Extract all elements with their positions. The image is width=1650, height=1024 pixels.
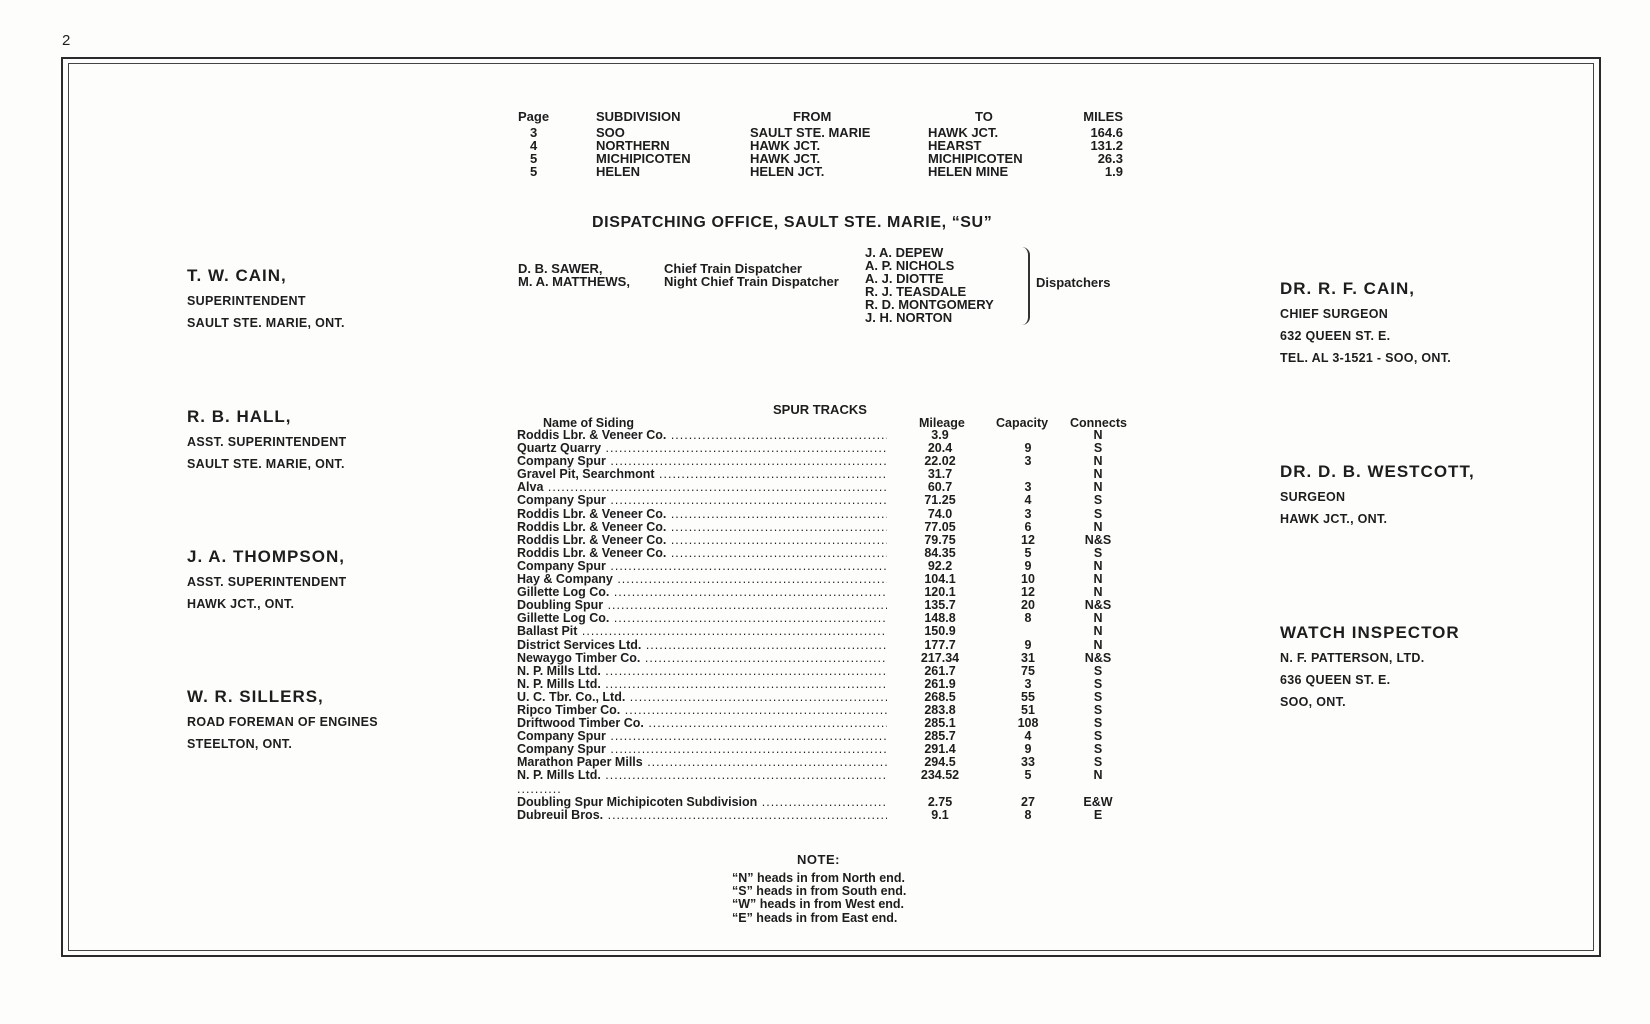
spur-row	[517, 494, 1117, 507]
officer-line: 636 QUEEN ST. E.	[1280, 673, 1391, 687]
siding-capacity: 33	[1021, 755, 1035, 770]
siding-capacity: 9	[1024, 558, 1032, 573]
siding-mileage: 150.9	[924, 624, 956, 639]
siding-name: Marathon Paper Mills .....	[517, 756, 887, 769]
officer-name: DR. R. F. CAIN,	[1280, 279, 1415, 298]
siding-name: Doubling Spur Michipicoten Subdivision .....	[517, 796, 887, 809]
officer-line: SURGEON	[1280, 490, 1346, 504]
siding-connects: N&S	[1084, 650, 1112, 665]
siding-connects: S	[1093, 506, 1103, 521]
subdivision-to: HELEN MINE	[928, 164, 1009, 179]
siding-mileage: 20.4	[927, 441, 953, 456]
right-officer-block	[1280, 623, 1460, 709]
header-name-of-siding: Name of Siding	[543, 416, 634, 430]
siding-connects: S	[1093, 729, 1103, 744]
siding-connects: N	[1093, 428, 1103, 442]
siding-capacity: 75	[1021, 663, 1035, 678]
officer-name: J. A. THOMPSON,	[187, 547, 345, 566]
siding-connects: S	[1093, 689, 1103, 704]
header-miles: MILES	[1083, 109, 1123, 124]
siding-mileage: 261.9	[924, 676, 956, 691]
subdivision-to: MICHIPICOTEN	[928, 151, 1023, 166]
siding-capacity: 4	[1024, 729, 1032, 744]
subdivision-page: 5	[530, 164, 538, 179]
spur-separator	[517, 783, 1117, 796]
officer-name: T. W. CAIN,	[187, 266, 287, 285]
siding-mileage: 294.5	[924, 755, 956, 770]
siding-connects: N	[1093, 624, 1103, 639]
siding-capacity: 55	[1021, 689, 1035, 704]
spur-tracks-table	[517, 429, 1117, 822]
siding-mileage: 177.7	[924, 637, 956, 652]
header-page: Page	[518, 109, 550, 124]
subdivision-header-row	[518, 110, 1138, 126]
subdivision-page: 3	[530, 125, 538, 140]
subdivision-from: SAULT STE. MARIE	[750, 125, 871, 140]
siding-capacity: 108	[1017, 716, 1039, 731]
officer-block	[187, 407, 347, 471]
siding-name: Driftwood Timber Co. .....	[517, 717, 887, 730]
siding-mileage: 135.7	[924, 598, 956, 613]
dispatcher-name: J. A. DEPEW	[865, 245, 944, 260]
siding-mileage: 285.1	[924, 716, 956, 731]
siding-mileage: 60.7	[927, 480, 953, 495]
leader-dots: ..........	[517, 781, 562, 796]
siding-mileage: 31.7	[927, 467, 953, 482]
siding-connects: S	[1093, 702, 1103, 717]
siding-capacity: 12	[1021, 585, 1035, 600]
siding-name: Hay & Company .....	[517, 573, 887, 586]
spur-row	[517, 612, 1117, 625]
siding-connects: N	[1093, 572, 1103, 587]
siding-connects: N	[1093, 611, 1103, 626]
dispatcher-name: R. J. TEASDALE	[865, 284, 967, 299]
siding-mileage: 84.35	[924, 545, 956, 560]
siding-connects: E	[1093, 807, 1103, 822]
siding-capacity: 9	[1024, 742, 1032, 757]
subdivision-table	[518, 110, 1138, 178]
siding-name: Doubling Spur .....	[517, 599, 887, 612]
siding-mileage: 217.34	[920, 650, 960, 665]
siding-name: Ballast Pit .....	[517, 625, 887, 638]
officer-location: STEELTON, ONT.	[187, 737, 293, 751]
siding-capacity: 9	[1024, 441, 1032, 456]
officer-line: N. F. PATTERSON, LTD.	[1280, 651, 1425, 665]
subdivision-miles: 131.2	[1090, 138, 1123, 153]
siding-capacity: 5	[1024, 768, 1032, 783]
dispatcher-name: J. H. NORTON	[865, 310, 953, 325]
dispatcher-name: R. D. MONTGOMERY	[865, 297, 994, 312]
siding-connects: N	[1093, 558, 1103, 573]
header-mileage: Mileage	[919, 416, 965, 430]
officer-line: CHIEF SURGEON	[1280, 307, 1389, 321]
spur-row	[517, 678, 1117, 691]
siding-connects: N	[1093, 467, 1103, 482]
siding-name: Gillette Log Co. .....	[517, 586, 887, 599]
spur-row	[517, 455, 1117, 468]
siding-mileage: 92.2	[927, 558, 953, 573]
header-connects: Connects	[1070, 416, 1127, 430]
siding-connects: N&S	[1084, 532, 1112, 547]
officer-line: HAWK JCT., ONT.	[1280, 512, 1388, 526]
dispatcher-name: A. J. DIOTTE	[865, 271, 944, 286]
chief-role: Night Chief Train Dispatcher	[664, 274, 839, 289]
siding-capacity: 20	[1021, 598, 1035, 613]
siding-connects: N	[1093, 519, 1103, 534]
dispatchers-label: Dispatchers	[1036, 275, 1111, 290]
subdivision-to: HEARST	[928, 138, 982, 153]
siding-name: Dubreuil Bros. .....	[517, 809, 887, 822]
siding-connects: N	[1093, 480, 1103, 495]
chief-role: Chief Train Dispatcher	[664, 261, 802, 276]
siding-capacity: 3	[1024, 454, 1032, 469]
siding-name: Alva .....	[517, 481, 887, 494]
siding-capacity: 27	[1021, 794, 1035, 809]
officer-title: ASST. SUPERINTENDENT	[187, 435, 347, 449]
siding-capacity: 51	[1021, 702, 1035, 717]
siding-mileage: 22.02	[924, 454, 956, 469]
spur-row	[517, 639, 1117, 652]
officer-name: DR. D. B. WESTCOTT,	[1280, 462, 1475, 481]
siding-name: U. C. Tbr. Co., Ltd. .....	[517, 691, 887, 704]
siding-name: N. P. Mills Ltd. .....	[517, 769, 887, 782]
siding-name: District Services Ltd. .....	[517, 639, 887, 652]
siding-name: Roddis Lbr. & Veneer Co. .....	[517, 547, 887, 560]
chief-name: D. B. SAWER,	[518, 261, 603, 276]
spur-row	[517, 547, 1117, 560]
spur-row	[517, 665, 1117, 678]
officer-title: SUPERINTENDENT	[187, 294, 306, 308]
siding-name: Company Spur .....	[517, 455, 887, 468]
spur-row	[517, 508, 1117, 521]
siding-connects: S	[1093, 493, 1103, 508]
subdivision-miles: 26.3	[1097, 151, 1123, 166]
siding-mileage: 268.5	[924, 689, 956, 704]
siding-name: Company Spur .....	[517, 560, 887, 573]
siding-capacity: 10	[1021, 572, 1035, 587]
spur-row	[517, 796, 1117, 809]
dispatcher-name: A. P. NICHOLS	[865, 258, 955, 273]
siding-name: Company Spur .....	[517, 494, 887, 507]
subdivision-from: HAWK JCT.	[750, 151, 821, 166]
siding-mileage: 291.4	[924, 742, 956, 757]
spur-row	[517, 534, 1117, 547]
siding-capacity: 3	[1024, 480, 1032, 495]
siding-mileage: 148.8	[924, 611, 956, 626]
siding-connects: N	[1093, 585, 1103, 600]
note-line: “W” heads in from West end.	[732, 897, 905, 912]
siding-connects: S	[1093, 663, 1103, 678]
siding-mileage: 285.7	[924, 729, 956, 744]
siding-connects: S	[1093, 716, 1103, 731]
siding-name: Company Spur .....	[517, 743, 887, 756]
officer-line: SOO, ONT.	[1280, 695, 1346, 709]
siding-mileage: 77.05	[924, 519, 956, 534]
page-number: 2	[62, 32, 71, 49]
siding-mileage: 71.25	[924, 493, 956, 508]
subdivision-name: HELEN	[596, 164, 641, 179]
subdivision-from: HAWK JCT.	[750, 138, 821, 153]
officer-block	[187, 687, 378, 751]
officer-line: TEL. AL 3-1521 - SOO, ONT.	[1280, 351, 1452, 365]
dispatcher-list	[865, 246, 994, 324]
spur-row	[517, 625, 1117, 638]
siding-mileage: 234.52	[920, 768, 960, 783]
officer-block	[187, 547, 347, 611]
siding-connects: N	[1093, 454, 1103, 469]
subdivision-miles: 1.9	[1104, 164, 1123, 179]
subdivision-name: MICHIPICOTEN	[596, 151, 691, 166]
officer-line: 632 QUEEN ST. E.	[1280, 329, 1391, 343]
siding-mileage: 9.1	[931, 807, 949, 822]
siding-name: Roddis Lbr. & Veneer Co. .....	[517, 429, 887, 442]
siding-name: Gravel Pit, Searchmont .....	[517, 468, 887, 481]
spur-row	[517, 769, 1117, 782]
subdivision-page: 5	[530, 151, 538, 166]
siding-name: Roddis Lbr. & Veneer Co. .....	[517, 521, 887, 534]
siding-connects: S	[1093, 676, 1103, 691]
spur-row	[517, 691, 1117, 704]
officer-block	[187, 266, 345, 330]
siding-capacity: 8	[1024, 611, 1032, 626]
siding-connects: S	[1093, 755, 1103, 770]
siding-capacity: 31	[1021, 650, 1035, 665]
chief-name: M. A. MATTHEWS,	[518, 274, 630, 289]
siding-mileage: 2.75	[927, 794, 953, 809]
siding-name: Ripco Timber Co. .....	[517, 704, 887, 717]
siding-capacity: 3	[1024, 506, 1032, 521]
note-line: “N” heads in from North end.	[732, 871, 905, 885]
header-subdivision: SUBDIVISION	[596, 109, 681, 124]
siding-connects: E&W	[1083, 794, 1113, 809]
dispatching-office-title: DISPATCHING OFFICE, SAULT STE. MARIE, “SU”	[592, 214, 993, 231]
chief-row	[518, 275, 838, 288]
header-from: FROM	[793, 109, 832, 124]
siding-mileage: 104.1	[924, 572, 956, 587]
siding-mileage: 74.0	[927, 506, 953, 521]
officer-location: SAULT STE. MARIE, ONT.	[187, 457, 345, 471]
siding-capacity: 8	[1024, 807, 1032, 822]
subdivision-page: 4	[530, 138, 538, 153]
siding-capacity: 6	[1024, 519, 1032, 534]
siding-mileage: 261.7	[924, 663, 956, 678]
subdivision-name: SOO	[596, 125, 625, 140]
siding-mileage: 3.9	[931, 428, 949, 442]
siding-mileage: 283.8	[924, 702, 956, 717]
siding-name: N. P. Mills Ltd. .....	[517, 678, 887, 691]
officer-location: HAWK JCT., ONT.	[187, 597, 295, 611]
siding-capacity: 3	[1024, 676, 1032, 691]
officer-title: ROAD FOREMAN OF ENGINES	[187, 715, 378, 729]
siding-name: Gillette Log Co. .....	[517, 612, 887, 625]
spur-row	[517, 652, 1117, 665]
siding-capacity: 9	[1024, 637, 1032, 652]
siding-capacity: 12	[1021, 532, 1035, 547]
subdivision-name: NORTHERN	[596, 138, 670, 153]
header-capacity: Capacity	[996, 416, 1049, 430]
officer-name: R. B. HALL,	[187, 407, 292, 426]
subdivision-to: HAWK JCT.	[928, 125, 999, 140]
officer-name: WATCH INSPECTOR	[1280, 623, 1460, 642]
officer-title: ASST. SUPERINTENDENT	[187, 575, 347, 589]
note-line: “S” heads in from South end.	[732, 884, 907, 899]
siding-name: Newaygo Timber Co. .....	[517, 652, 887, 665]
siding-capacity: 5	[1024, 545, 1032, 560]
siding-name: Roddis Lbr. & Veneer Co. .....	[517, 534, 887, 547]
note-title: NOTE:	[797, 852, 840, 867]
brace	[1022, 247, 1030, 325]
officer-location: SAULT STE. MARIE, ONT.	[187, 316, 345, 330]
header-to: TO	[975, 109, 993, 124]
spur-row	[517, 809, 1117, 822]
siding-mileage: 79.75	[924, 532, 956, 547]
spur-row	[517, 521, 1117, 534]
note-lines	[732, 872, 906, 925]
siding-connects: S	[1093, 441, 1103, 456]
siding-capacity: 4	[1024, 493, 1032, 508]
spur-tracks-title: SPUR TRACKS	[773, 402, 867, 417]
siding-connects: S	[1093, 545, 1103, 560]
right-officer-block	[1280, 279, 1451, 365]
siding-name: Company Spur .....	[517, 730, 887, 743]
siding-mileage: 120.1	[924, 585, 956, 600]
chief-dispatchers	[518, 262, 838, 288]
right-officer-block	[1280, 462, 1475, 526]
siding-name: N. P. Mills Ltd. .....	[517, 665, 887, 678]
siding-name: Roddis Lbr. & Veneer Co. .....	[517, 508, 887, 521]
officer-name: W. R. SILLERS,	[187, 687, 324, 706]
subdivision-row	[518, 165, 1138, 178]
siding-connects: N&S	[1084, 598, 1112, 613]
note-line: “E” heads in from East end.	[732, 910, 898, 925]
siding-connects: S	[1093, 742, 1103, 757]
siding-name: Quartz Quarry .....	[517, 442, 887, 455]
siding-connects: N	[1093, 768, 1103, 783]
subdivision-from: HELEN JCT.	[750, 164, 825, 179]
subdivision-miles: 164.6	[1090, 125, 1123, 140]
siding-connects: N	[1093, 637, 1103, 652]
